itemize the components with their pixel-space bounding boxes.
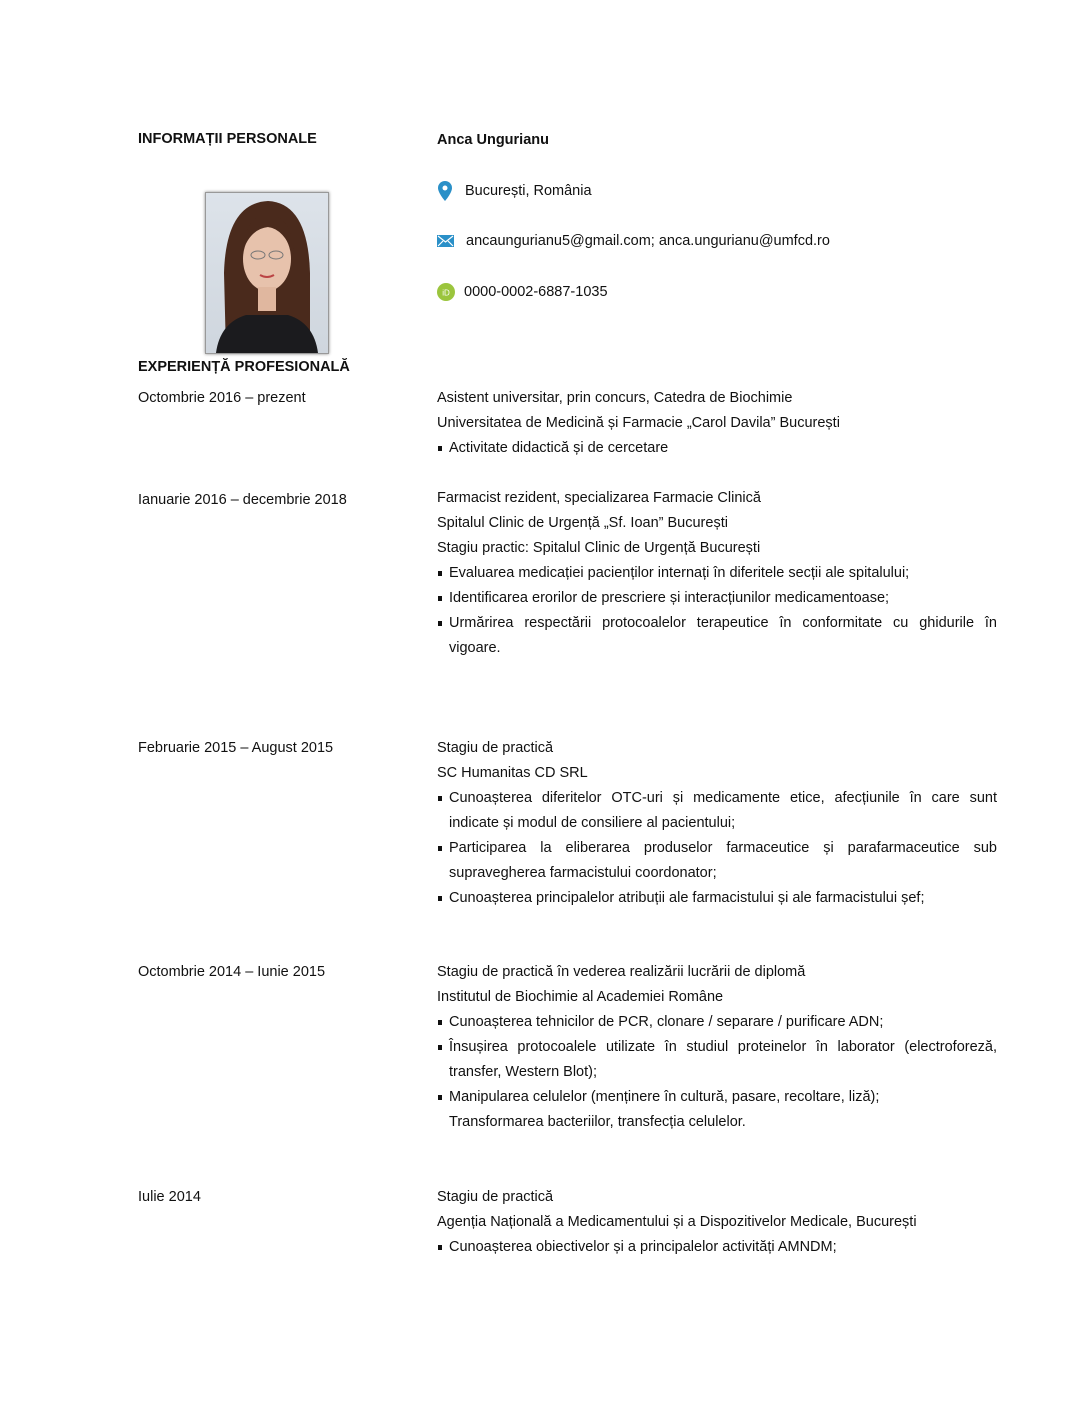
entry-period: Iulie 2014: [138, 1189, 201, 1205]
experience-entry: [437, 1185, 997, 1260]
entry-period: Octombrie 2014 – Iunie 2015: [138, 964, 326, 980]
entry-bullet: Însușirea protocoalele utilizate în studiul proteinelor în laborator (electroforeză, transfer, Western Blot);: [437, 1035, 997, 1085]
entry-organization: Agenția Națională a Medicamentului și a Dispozitivelor Medicale, București: [437, 1214, 917, 1230]
person-name: Anca Ungurianu: [437, 132, 549, 148]
personal-info-heading: INFORMAȚII PERSONALE: [138, 131, 317, 147]
orcid-text[interactable]: 0000-0002-6887-1035: [464, 284, 608, 300]
entry-period: Februarie 2015 – August 2015: [138, 740, 334, 756]
profile-photo: [205, 192, 329, 354]
email-row: [437, 233, 830, 249]
orcid-icon: [437, 283, 455, 301]
entry-bullet: Identificarea erorilor de prescriere și interacțiunilor medicamentoase;: [437, 586, 997, 611]
entry-period: Octombrie 2016 – prezent: [138, 390, 306, 406]
entry-title: Stagiu de practică: [437, 740, 554, 756]
portrait-image: [206, 193, 328, 353]
entry-title: Farmacist rezident, specializarea Farmacie Clinică: [437, 490, 761, 506]
email-text[interactable]: ancaungurianu5@gmail.com; anca.ungurianu@umfcd.ro: [466, 233, 830, 249]
location-row: [437, 181, 592, 201]
experience-entry: [437, 486, 997, 661]
location-pin-icon: [437, 181, 453, 201]
experience-entry: [437, 960, 997, 1135]
experience-entry: [437, 386, 997, 461]
entry-continuation: Transformarea bacteriilor, transfecția celulelor.: [449, 1114, 746, 1130]
entry-bullet: Manipularea celulelor (menținere în cultură, pasare, recoltare, liză);: [437, 1085, 997, 1110]
entry-title: Stagiu de practică: [437, 1189, 554, 1205]
entry-bullet: Activitate didactică și de cercetare: [437, 436, 997, 461]
entry-organization: Spitalul Clinic de Urgență „Sf. Ioan” București: [437, 515, 728, 531]
entry-period: Ianuarie 2016 – decembrie 2018: [138, 492, 347, 508]
entry-bullet: Cunoașterea tehnicilor de PCR, clonare / separare / purificare ADN;: [437, 1010, 997, 1035]
entry-organization: Institutul de Biochimie al Academiei Române: [437, 989, 724, 1005]
entry-organization: SC Humanitas CD SRL: [437, 765, 588, 781]
entry-bullet: Participarea la eliberarea produselor farmaceutice și parafarmaceutice sub supravegherea farmacistului coordonator;: [437, 836, 997, 886]
entry-title: Asistent universitar, prin concurs, Catedra de Biochimie: [437, 390, 793, 406]
entry-bullet: Urmărirea respectării protocoalelor terapeutice în conformitate cu ghidurile în vigoare.: [437, 611, 997, 661]
orcid-row: [437, 283, 608, 301]
entry-bullet: Evaluarea medicației pacienților internați în diferitele secții ale spitalului;: [437, 561, 997, 586]
svg-text:iD: iD: [442, 288, 450, 298]
entry-bullet: Cunoașterea diferitelor OTC-uri și medicamente etice, afecțiunile în care sunt indicate și modul de consiliere al pacientului;: [437, 786, 997, 836]
entry-note: Stagiu practic: Spitalul Clinic de Urgență București: [437, 540, 761, 556]
entry-organization: Universitatea de Medicină și Farmacie „Carol Davila” București: [437, 415, 840, 431]
entry-bullet: Cunoașterea obiectivelor și a principalelor activități AMNDM;: [437, 1235, 997, 1260]
entry-bullet: Cunoașterea principalelor atribuții ale farmacistului și ale farmacistului șef;: [437, 886, 997, 911]
location-text: București, România: [465, 183, 592, 199]
envelope-icon: [437, 235, 454, 247]
experience-heading: EXPERIENȚĂ PROFESIONALĂ: [138, 359, 350, 375]
experience-entry: [437, 736, 997, 911]
entry-title: Stagiu de practică în vederea realizării lucrării de diplomă: [437, 964, 806, 980]
